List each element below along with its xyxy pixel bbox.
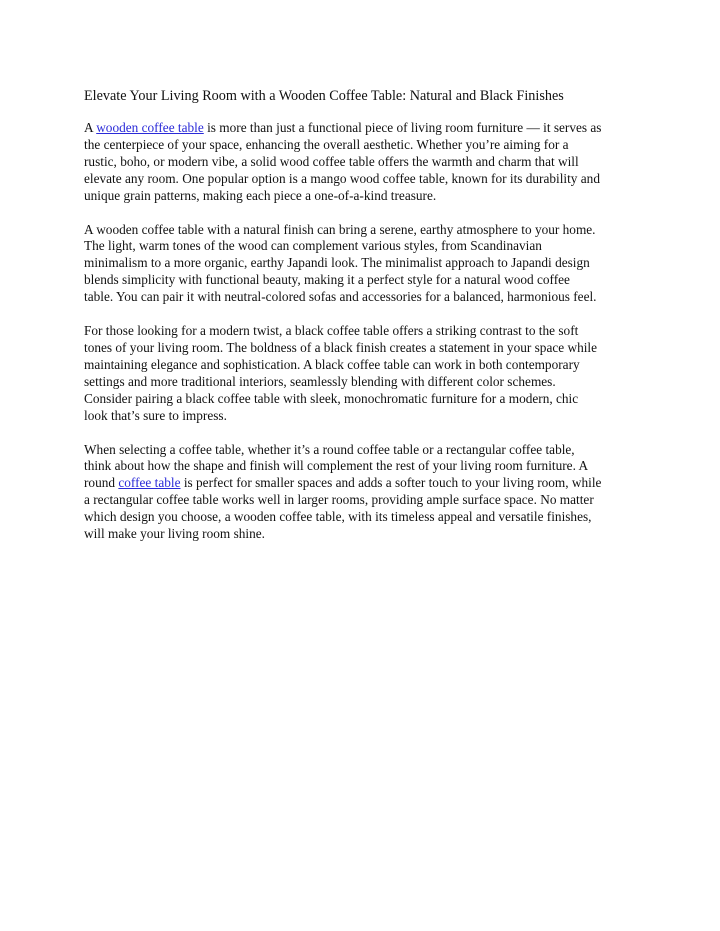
text-line: a rectangular coffee table works well in larger rooms, providing ample surface space. No matter <box>84 492 594 508</box>
text-line: maintaining elegance and sophistication. A black coffee table can work in both contemporary <box>84 356 580 372</box>
text-segment: is more than just a functional piece of living room furniture — it serves as <box>203 120 602 135</box>
coffee-table-link[interactable]: wooden coffee table <box>96 120 204 135</box>
page-title: Elevate Your Living Room with a Wooden Coffee Table: Natural and Black Finishes <box>84 88 564 104</box>
text-line: settings and more traditional interiors, seamlessly blending with different color schemes. <box>84 373 556 389</box>
text-line: think about how the shape and finish will complement the rest of your living room furniture. A <box>84 458 589 474</box>
text-line: will make your living room shine. <box>84 526 265 542</box>
paragraph <box>84 120 644 205</box>
text-line: table. You can pair it with neutral-colored sofas and accessories for a balanced, harmonious feel. <box>84 289 597 305</box>
text-line: blends simplicity with functional beauty, making it a perfect style for a natural wood coffee <box>84 272 570 288</box>
text-line: tones of your living room. The boldness of a black finish creates a statement in your space while <box>84 339 598 355</box>
text-line: A wooden coffee table with a natural finish can bring a serene, earthy atmosphere to your home. <box>84 221 596 237</box>
text-line: look that’s sure to impress. <box>84 407 227 423</box>
text-segment: round <box>84 475 119 491</box>
text-line: When selecting a coffee table, whether it’s a round coffee table or a rectangular coffee table, <box>84 441 575 457</box>
paragraph <box>84 442 644 543</box>
article-body <box>84 120 644 543</box>
text-line: the centerpiece of your space, enhancing the overall aesthetic. Whether you’re aiming for a <box>84 136 569 152</box>
text-line: minimalism to a more organic, earthy Japandi look. The minimalist approach to Japandi design <box>84 255 590 271</box>
text-line: rustic, boho, or modern vibe, a solid wood coffee table offers the warmth and charm that will <box>84 153 579 169</box>
text-line <box>84 475 644 492</box>
text-line: unique grain patterns, making each piece a one-of-a-kind treasure. <box>84 187 437 203</box>
text-segment: is perfect for smaller spaces and adds a softer touch to your living room, while <box>180 475 602 491</box>
text-line: which design you choose, a wooden coffee table, with its timeless appeal and versatile finishes, <box>84 509 592 525</box>
text-line: For those looking for a modern twist, a black coffee table offers a striking contrast to the soft <box>84 323 579 339</box>
paragraph <box>84 323 644 424</box>
paragraph <box>84 222 644 307</box>
text-line: Consider pairing a black coffee table with sleek, monochromatic furniture for a modern, chic <box>84 390 579 406</box>
text-line <box>84 120 644 137</box>
coffee-table-link[interactable]: coffee table <box>118 475 181 491</box>
text-line: The light, warm tones of the wood can complement various styles, from Scandinavian <box>84 238 542 254</box>
text-segment: A <box>84 120 97 135</box>
text-line: elevate any room. One popular option is a mango wood coffee table, known for its durability and <box>84 170 600 186</box>
document-page <box>84 86 644 560</box>
